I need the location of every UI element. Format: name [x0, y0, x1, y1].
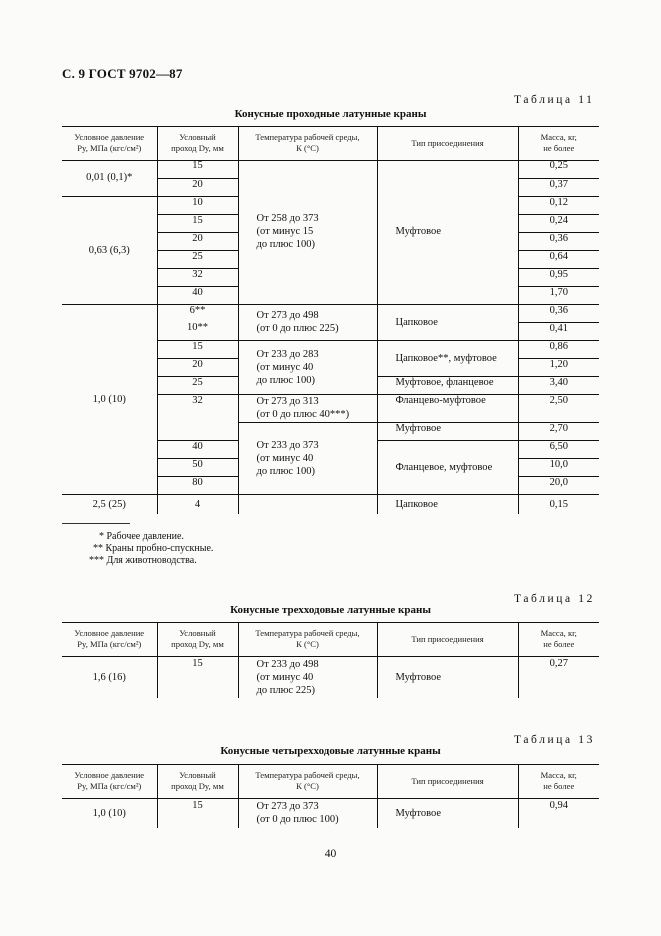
table-13: [62, 764, 599, 828]
header-connection: Тип присоединения: [377, 622, 518, 656]
diameter-cell: 80: [157, 476, 238, 494]
temperature-cell: От 233 до 498 (от минус 40 до плюс 225): [238, 656, 377, 698]
temperature-cell: От 273 до 373 (от 0 до плюс 100): [238, 798, 377, 828]
mass-cell: 2,70: [518, 422, 599, 440]
mass-cell: 0,24: [518, 214, 599, 232]
diameter-cell: 32: [157, 268, 238, 286]
table-13-title: Конусные четырехходовые латунные краны: [220, 745, 441, 757]
header-mass: Масса, кг, не более: [540, 132, 577, 153]
mass-cell: 0,86: [518, 340, 599, 358]
connection-cell: Муфтовое: [377, 422, 518, 440]
mass-cell: 0,36: [518, 232, 599, 250]
header-temperature: Температура рабочей среды, К (°С): [238, 764, 377, 798]
mass-cell: 2,50: [549, 394, 568, 406]
header-diameter: Условный проход Dy, мм: [157, 622, 238, 656]
mass-cell: 20,0: [518, 476, 599, 494]
diameter-cell: 4: [157, 494, 238, 514]
table-12-label: Таблица 12: [514, 593, 595, 605]
mass-cell: 0,94: [549, 800, 568, 811]
connection-cell: Муфтовое: [377, 160, 518, 304]
mass-cell: 0,36: [518, 304, 599, 322]
mass-cell: 0,41: [518, 322, 599, 340]
pressure-cell: 1,0 (10): [62, 304, 157, 494]
mass-cell: 0,64: [518, 250, 599, 268]
mass-cell: 1,70: [518, 286, 599, 304]
diameter-cell: 15: [157, 798, 238, 828]
header-temperature: Температура рабочей среды, К (°С): [238, 622, 377, 656]
table-12: [62, 622, 599, 698]
diameter-cell: 20: [157, 178, 238, 196]
mass-cell: 10,0: [518, 458, 599, 476]
header-diameter: Условный проход Dy, мм: [157, 126, 238, 160]
mass-cell: 0,37: [518, 178, 599, 196]
header-connection: Тип присоединения: [377, 126, 518, 160]
diameter-cell: 40: [157, 440, 238, 458]
footnote-3: *** Для животноводства.: [89, 555, 197, 566]
diameter-cell: 10: [157, 196, 238, 214]
table-11: [62, 126, 599, 514]
connection-cell: Фланцево-муфтовое: [377, 394, 518, 422]
temperature-cell: От 273 до 313 (от 0 до плюс 40***): [238, 394, 377, 422]
mass-cell: 3,40: [518, 376, 599, 394]
temperature-cell: [238, 494, 377, 514]
diameter-cell: 15: [157, 340, 238, 358]
diameter-cell: 15: [157, 214, 238, 232]
connection-cell: Муфтовое: [377, 798, 518, 828]
header-mass: Масса, кг, не более: [540, 628, 577, 649]
pressure-cell: 2,5 (25): [62, 494, 157, 514]
diameter-cell: 20: [157, 232, 238, 250]
diameter-cell: 10**: [157, 322, 238, 340]
header-temperature: Температура рабочей среды, К (°С): [238, 126, 377, 160]
pressure-cell: 1,0 (10): [62, 798, 157, 828]
connection-cell: Цапковое**, муфтовое: [377, 340, 518, 376]
diameter-cell: 25: [157, 376, 238, 394]
temperature-cell: От 258 до 373 (от минус 15 до плюс 100): [238, 160, 377, 304]
temperature-cell: От 273 до 498 (от 0 до плюс 225): [238, 304, 377, 340]
page-number: 40: [324, 848, 337, 860]
connection-cell: Муфтовое: [377, 656, 518, 698]
pressure-cell: 0,01 (0,1)*: [62, 160, 157, 196]
connection-cell: Фланцевое, муфтовое: [377, 440, 518, 494]
mass-cell: 0,15: [549, 498, 568, 510]
pressure-cell: 0,63 (6,3): [62, 196, 157, 304]
mass-cell: 0,27: [549, 658, 568, 669]
mass-cell: 1,20: [518, 358, 599, 376]
header-pressure: Условное давление Py, МПа (кгс/см²): [62, 622, 157, 656]
diameter-cell: 6**: [157, 304, 238, 322]
pressure-cell: 1,6 (16): [62, 656, 157, 698]
header-diameter: Условный проход Dy, мм: [157, 764, 238, 798]
diameter-cell: 40: [157, 286, 238, 304]
diameter-cell: 15: [157, 160, 238, 178]
diameter-cell: 25: [157, 250, 238, 268]
mass-cell: 0,95: [518, 268, 599, 286]
diameter-cell: 15: [157, 656, 238, 698]
page-header: С. 9 ГОСТ 9702—87: [62, 66, 183, 81]
footnote-2: ** Краны пробно-спускные.: [93, 543, 214, 554]
header-pressure: Условное давление Py, МПа (кгс/см²): [62, 126, 157, 160]
header-connection: Тип присоединения: [377, 764, 518, 798]
diameter-cell: 32: [157, 394, 238, 440]
mass-cell: 0,12: [518, 196, 599, 214]
footnote-separator: [62, 523, 130, 524]
mass-cell: 0,25: [518, 160, 599, 178]
connection-cell: Цапковое: [377, 304, 518, 340]
connection-cell: Муфтовое, фланцевое: [377, 376, 518, 394]
table-11-title: Конусные проходные латунные краны: [234, 108, 427, 120]
table-12-title: Конусные трехходовые латунные краны: [230, 604, 431, 616]
table-13-label: Таблица 13: [514, 734, 595, 746]
diameter-cell: 50: [157, 458, 238, 476]
table-header-row: [62, 126, 599, 160]
temperature-cell: От 233 до 283 (от минус 40 до плюс 100): [238, 340, 377, 394]
header-pressure: Условное давление Py, МПа (кгс/см²): [62, 764, 157, 798]
table-11-label: Таблица 11: [514, 94, 595, 106]
footnote-1: * Рабочее давление.: [99, 531, 184, 542]
temperature-cell: От 233 до 373 (от минус 40 до плюс 100): [238, 422, 377, 494]
connection-cell: Цапковое: [377, 494, 518, 514]
diameter-cell: 20: [157, 358, 238, 376]
header-mass: Масса, кг, не более: [540, 770, 577, 791]
mass-cell: 6,50: [518, 440, 599, 458]
